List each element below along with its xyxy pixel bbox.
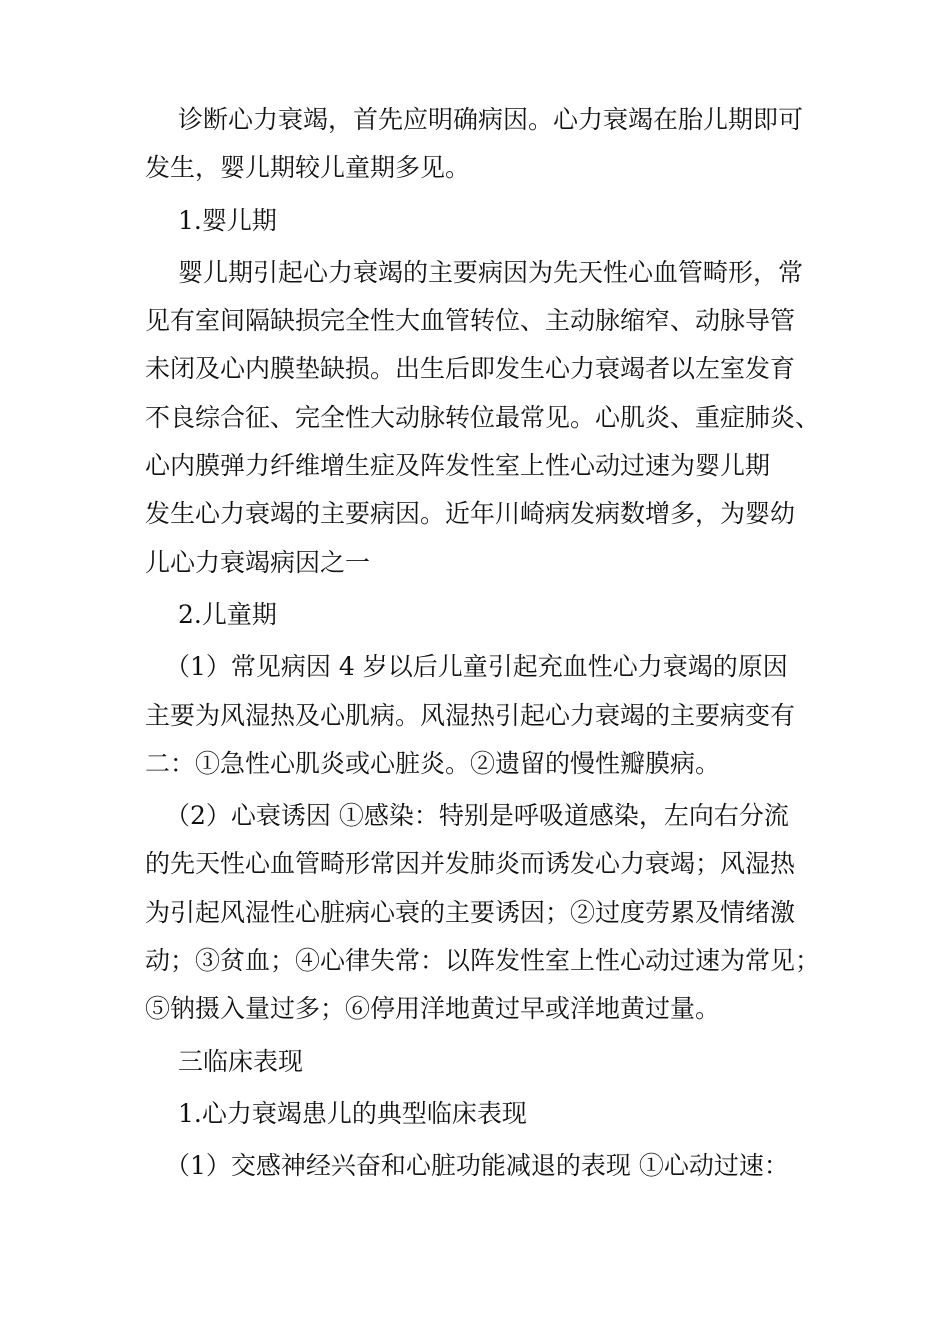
section-heading-clinical: 三临床表现 — [178, 1046, 304, 1076]
paragraph-sympathetic — [145, 1142, 810, 1190]
paragraph-triggers — [145, 792, 821, 1033]
text-line: 心内膜弹力纤维增生症及阵发性室上性心动过速为婴儿期 — [145, 451, 771, 481]
text-line: 未闭及心内膜垫缺损。出生后即发生心力衰竭者以左室发育 — [145, 354, 796, 384]
text-line: 诊断心力衰竭，首先应明确病因。心力衰竭在胎儿期即可 — [178, 105, 804, 134]
paragraph-intro — [145, 96, 810, 193]
text-line: ⑤钠摄入量过多；⑥停用洋地黄过早或洋地黄过量。 — [145, 994, 721, 1024]
text-line: 主要为风湿热及心肌病。风湿热引起心力衰竭的主要病变有 — [145, 700, 796, 730]
text-line: 为引起风湿性心脏病心衰的主要诱因；②过度劳累及情绪激 — [145, 897, 796, 927]
text-line: （2）心衰诱因 ①感染：特别是呼吸道感染，左向右分流 — [165, 801, 789, 831]
text-line: 婴儿期引起心力衰竭的主要病因为先天性心血管畸形，常 — [178, 257, 804, 287]
text-line: 不良综合征、完全性大动脉转位最常见。心肌炎、重症肺炎、 — [145, 402, 821, 432]
text-line: （1）交感神经兴奋和心脏功能减退的表现 ①心动过速： — [165, 1151, 789, 1181]
subsection-heading-typical: 1.心力衰竭患儿的典型临床表现 — [178, 1098, 527, 1128]
text-line: 动；③贫血；④心律失常：以阵发性室上性心动过速为常见； — [145, 946, 821, 976]
text-line: 二：①急性心肌炎或心脏炎。②遗留的慢性瓣膜病。 — [145, 748, 721, 778]
text-line: 见有室间隔缺损完全性大血管转位、主动脉缩窄、动脉导管 — [145, 306, 796, 336]
text-line: 的先天性心血管畸形常因并发肺炎而诱发心力衰竭；风湿热 — [145, 849, 796, 879]
paragraph-infant-causes — [145, 249, 821, 587]
text-line: 儿心力衰竭病因之一 — [145, 547, 371, 577]
section-heading-infant: 1.婴儿期 — [178, 205, 277, 235]
section-heading-child: 2.儿童期 — [178, 599, 277, 629]
text-line: （1）常见病因 4 岁以后儿童引起充血性心力衰竭的原因 — [165, 652, 788, 682]
text-line: 发生心力衰竭的主要病因。近年川崎病发病数增多，为婴幼 — [145, 499, 796, 529]
text-line: 发生，婴儿期较儿童期多见。 — [145, 153, 471, 183]
document-body — [145, 96, 821, 1191]
paragraph-child-causes — [145, 643, 810, 788]
